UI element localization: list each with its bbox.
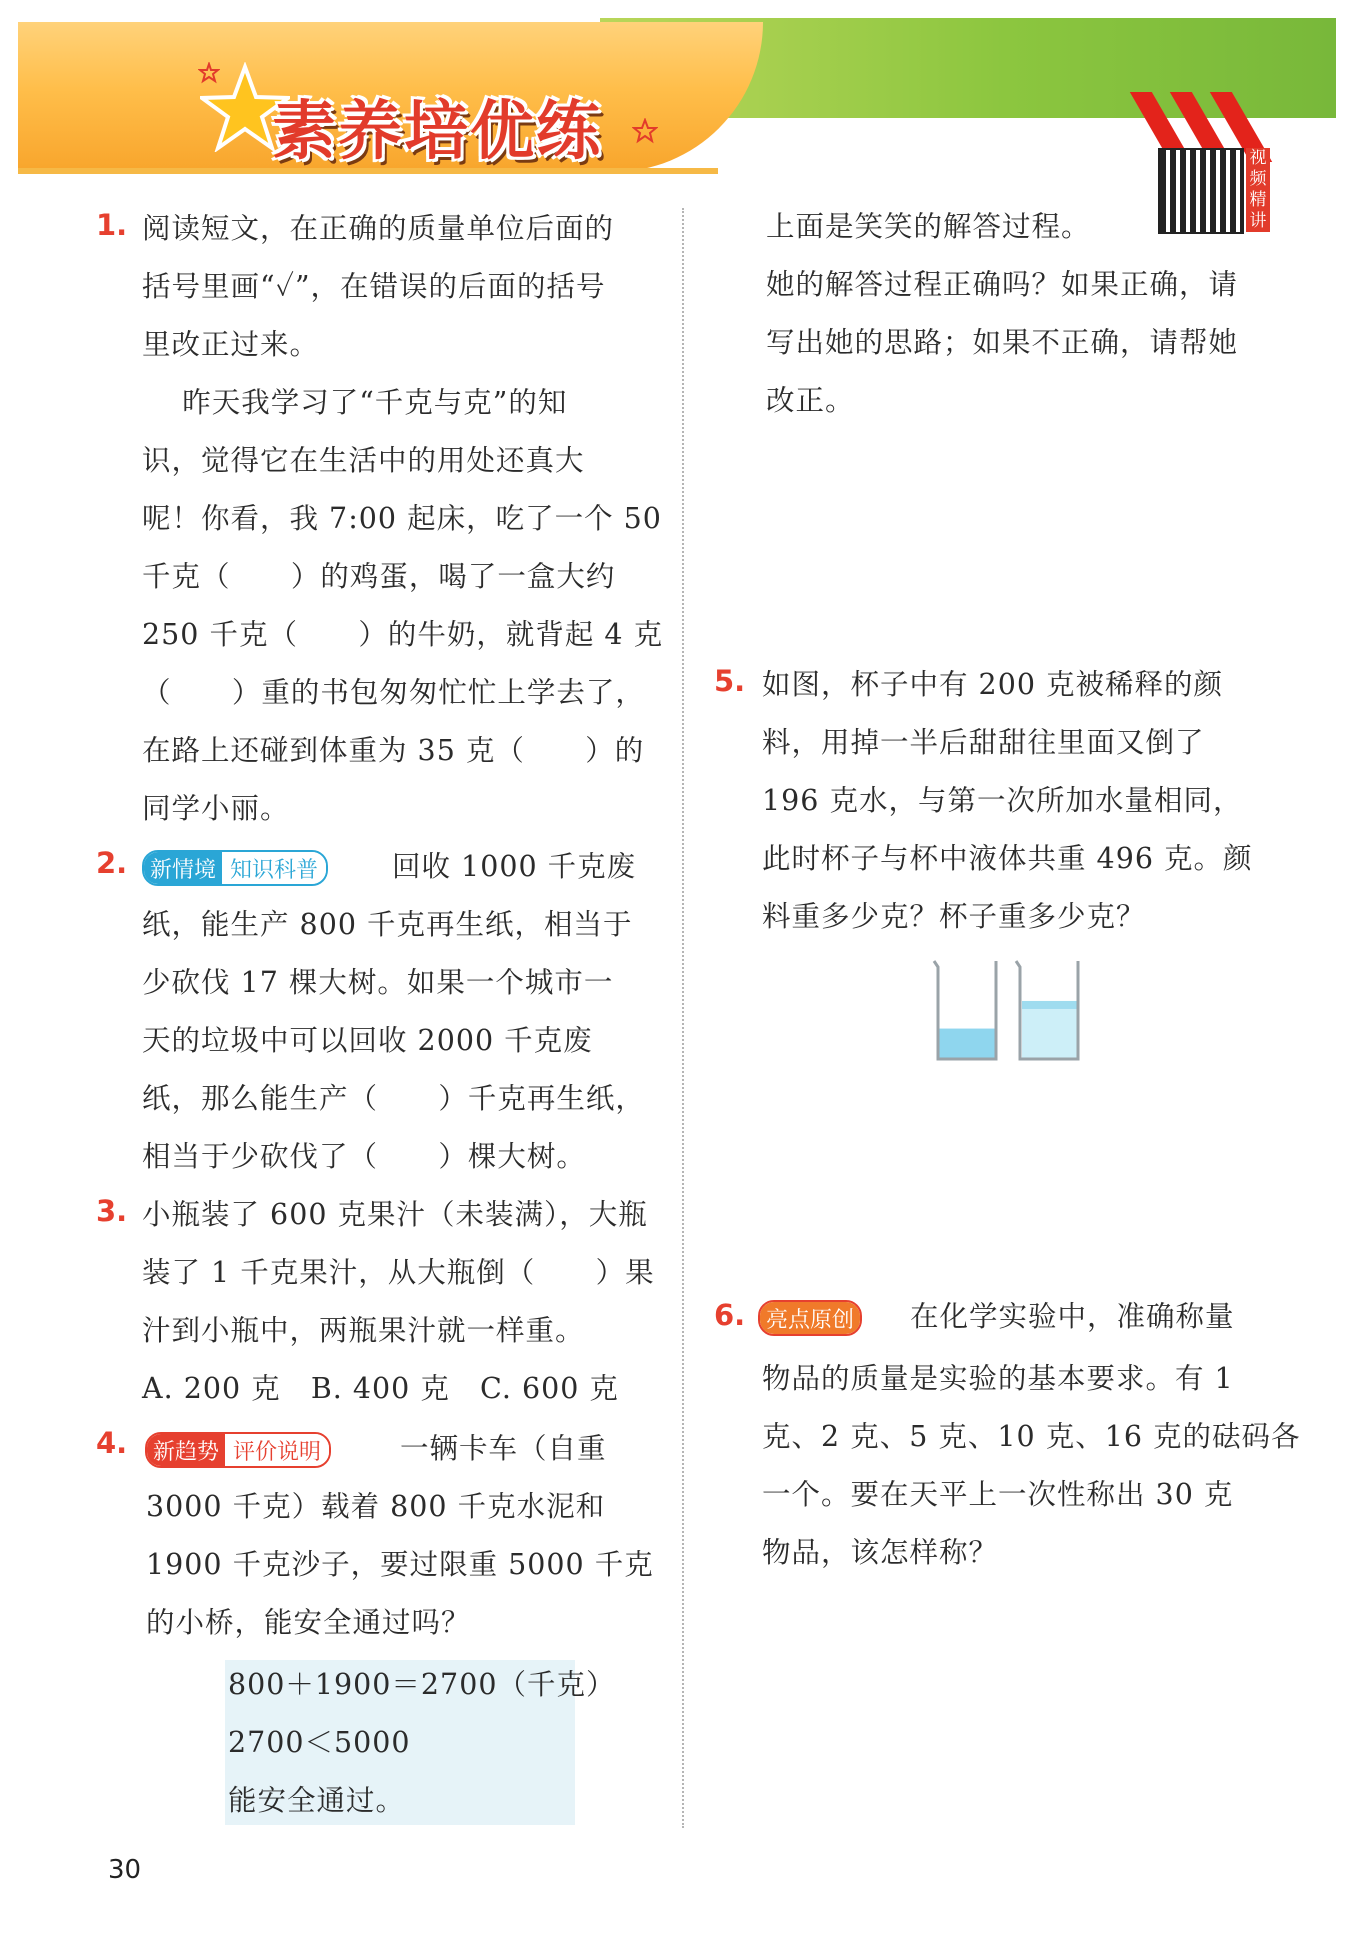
beaker-left: [934, 961, 996, 1059]
q1-number: 1.: [96, 208, 128, 242]
q1-line: 同学小丽。: [142, 792, 290, 825]
qr-label: 视频精讲: [1246, 148, 1270, 232]
beaker-right-water-surface: [1022, 1001, 1078, 1009]
q2-line: 纸，那么能生产（ ）千克再生纸，: [142, 1082, 645, 1115]
q6-first-line: [910, 1288, 1280, 1346]
q1-line: 千克（ ）的鸡蛋，喝了一盒大约: [142, 560, 616, 593]
q3-line: 装了 1 千克果汁，从大瓶倒（ ）果: [142, 1256, 655, 1289]
q3-line: 小瓶装了 600 克果汁（未装满），大瓶: [142, 1198, 648, 1231]
q1-line: 阅读短文，在正确的质量单位后面的: [142, 212, 615, 245]
q6-number: 6.: [714, 1298, 746, 1332]
q5-number: 5.: [714, 664, 746, 698]
q4-work-line: 能安全通过。: [228, 1784, 406, 1817]
q4-cont-line: 她的解答过程正确吗？如果正确，请: [766, 268, 1239, 301]
q4-cont-line: 写出她的思路；如果不正确，请帮她: [766, 326, 1239, 359]
beaker-right: [1016, 961, 1078, 1059]
q2-line: 回收 1000 千克废: [392, 850, 637, 883]
q4-tag: [145, 1432, 331, 1468]
q1-line: 识，觉得它在生活中的用处还真大: [142, 444, 585, 477]
beaker-right-water: [1022, 1001, 1078, 1058]
q4-work: [228, 1656, 616, 1830]
q4-line: 一辆卡车（自重: [400, 1432, 607, 1465]
beaker-left-water: [939, 1029, 995, 1058]
q1-line: 呢！你看，我 7:00 起床，吃了一个 50: [142, 502, 662, 535]
q1-line: 250 千克（ ）的牛奶，就背起 4 克: [142, 618, 664, 651]
q4-cont-line: 改正。: [766, 384, 855, 417]
q4-first-line: [400, 1420, 670, 1478]
q2-line: 纸，能生产 800 千克再生纸，相当于: [142, 908, 633, 941]
q3-number: 3.: [96, 1194, 128, 1228]
q1-line: 昨天我学习了“千克与克”的知: [142, 386, 568, 419]
q4-cont-line: 上面是笑笑的解答过程。: [766, 210, 1091, 243]
q2-tag-main: 新情境: [144, 852, 222, 884]
page-number: 30: [108, 1855, 142, 1885]
q2-first-line: [392, 838, 667, 896]
q6-tag: [758, 1300, 862, 1336]
q4-number: 4.: [96, 1426, 128, 1460]
q1-line: （ ）重的书包匆匆忙忙上学去了，: [142, 676, 645, 709]
q6-line: 物品，该怎样称？: [762, 1536, 999, 1569]
section-title: 素养培优练: [272, 95, 602, 169]
q4-line: 的小桥，能安全通过吗？: [146, 1606, 471, 1639]
q1-line: 在路上还碰到体重为 35 克（ ）的: [142, 734, 645, 767]
q3-line: 汁到小瓶中，两瓶果汁就一样重。: [142, 1314, 585, 1347]
q4-tag-sub: 评价说明: [225, 1434, 329, 1466]
q5-body: [762, 656, 1282, 946]
q6-body: [762, 1350, 1301, 1582]
q4-work-line: 2700＜5000: [228, 1726, 411, 1759]
small-star-icon: [632, 118, 658, 144]
q4-line: 3000 千克）载着 800 千克水泥和: [146, 1490, 606, 1523]
q1-line: 括号里画“✓”，在错误的后面的括号: [142, 270, 606, 303]
q5-line: 料，用掉一半后甜甜往里面又倒了: [762, 726, 1205, 759]
q4-work-line: 800＋1900＝2700（千克）: [228, 1668, 616, 1701]
q2-number: 2.: [96, 846, 128, 880]
q5-line: 196 克水，与第一次所加水量相同，: [762, 784, 1243, 817]
q5-line: 此时杯子与杯中液体共重 496 克。颜: [762, 842, 1253, 875]
q4-tag-main: 新趋势: [147, 1434, 225, 1466]
q6-line: 物品的质量是实验的基本要求。有 1: [762, 1362, 1234, 1395]
column-divider: [682, 208, 684, 1828]
q2-body: [142, 896, 662, 1186]
q6-tag-main: 亮点原创: [760, 1302, 860, 1334]
q5-line: 料重多少克？杯子重多少克？: [762, 900, 1146, 933]
q1-body: [142, 200, 662, 838]
beakers-figure: [930, 955, 1100, 1065]
q4-body: [146, 1478, 666, 1652]
q3-options: A. 200 克 B. 400 克 C. 600 克: [142, 1372, 619, 1405]
small-star-icon-left: [198, 62, 220, 84]
q6-line: 一个。要在天平上一次性称出 30 克: [762, 1478, 1234, 1511]
q2-line: 少砍伐 17 棵大树。如果一个城市一: [142, 966, 614, 999]
q2-tag-sub: 知识科普: [222, 852, 326, 884]
q5-line: 如图，杯子中有 200 克被稀释的颜: [762, 668, 1224, 701]
q4-line: 1900 千克沙子，要过限重 5000 千克: [146, 1548, 654, 1581]
q2-line: 天的垃圾中可以回收 2000 千克废: [142, 1024, 593, 1057]
q2-line: 相当于少砍伐了（ ）棵大树。: [142, 1140, 586, 1173]
q3-body: [142, 1186, 662, 1418]
q1-line: 里改正过来。: [142, 328, 320, 361]
q2-tag: [142, 850, 328, 886]
q6-line: 克、2 克、5 克、10 克、16 克的砝码各: [762, 1420, 1301, 1453]
q6-line: 在化学实验中，准确称量: [910, 1300, 1235, 1333]
q4-continuation: [766, 198, 1286, 430]
